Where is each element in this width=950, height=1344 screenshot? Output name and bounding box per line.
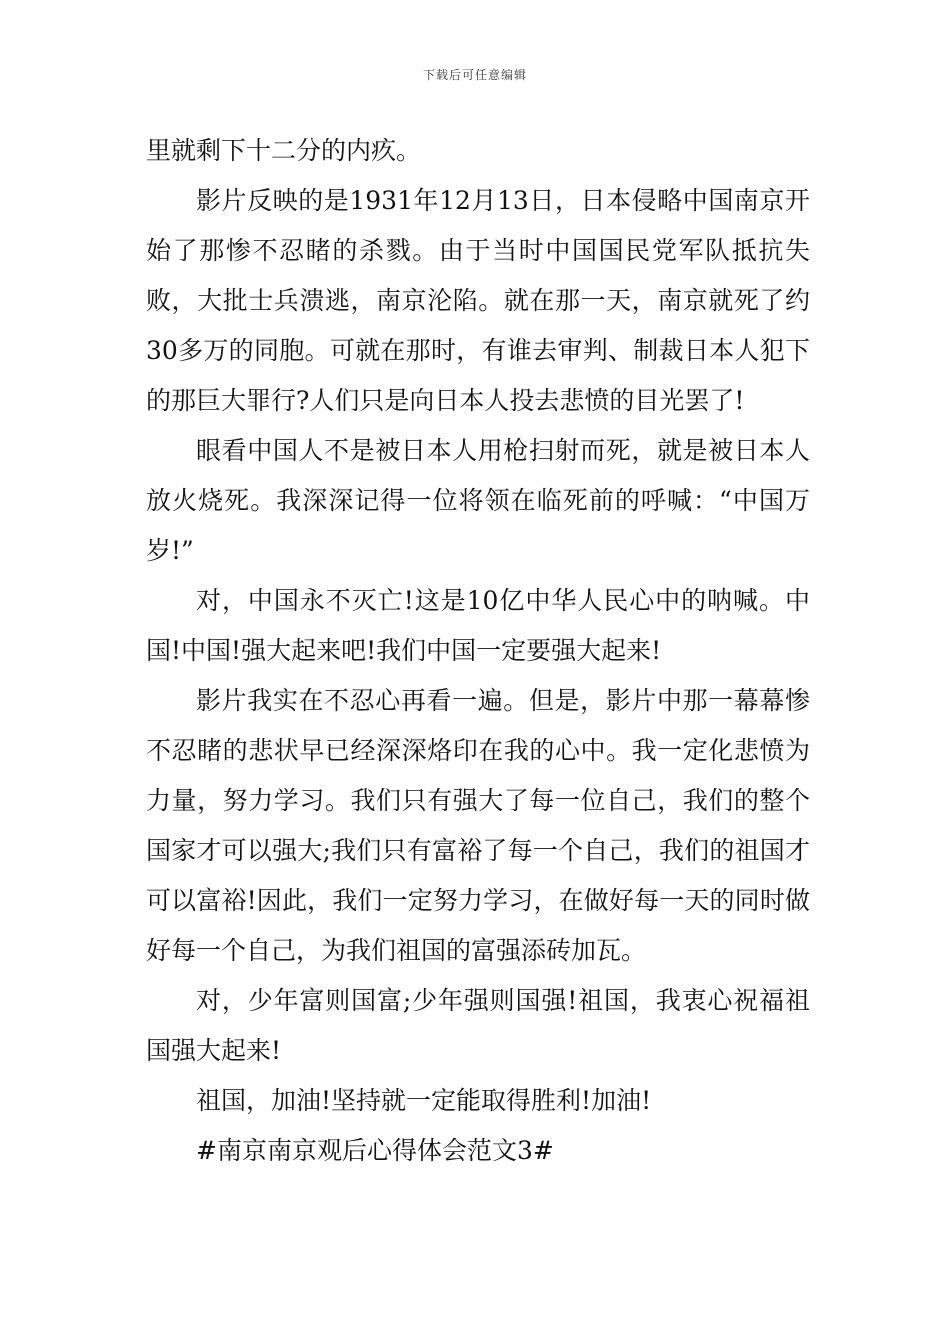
header-note: 下载后可任意编辑 bbox=[422, 68, 527, 82]
paragraph-general-cry: 眼看中国人不是被日本人用枪扫射而死，就是被日本人放火烧死。我深深记得一位将领在临死前的呼喊：“中国万岁!” bbox=[146, 436, 810, 565]
paragraph-cheer: 祖国，加油!坚持就一定能取得胜利!加油! bbox=[196, 1086, 652, 1115]
paragraph-resolve-to-study: 影片我实在不忍心再看一遍。但是，影片中那一幕幕惨不忍睹的悲状早已经深深烙印在我的心中。我一定化悲愤为力量，努力学习。我们只有强大了每一位自己，我们的整个国家才可以强大;我们只有富裕了每一个自己，我们的祖国才可以富裕!因此，我们一定努力学习，在做好每一天的同时做好每一个自己，为我们祖国的富强添砖加瓦。 bbox=[146, 686, 810, 965]
paragraph-film-summary: 影片反映的是1931年12月13日，日本侵略中国南京开始了那惨不忍睹的杀戮。由于当时中国国民党军队抵抗失败，大批士兵溃逃，南京沦陷。就在那一天，南京就死了约30多万的同胞。可就在那时，有谁去审判、制裁日本人犯下的那巨大罪行?人们只是向日本人投去悲愤的目光罢了! bbox=[146, 186, 810, 415]
document-body bbox=[146, 126, 810, 1176]
paragraph-youth-strong: 对，少年富则国富;少年强则国强!祖国，我衷心祝福祖国强大起来! bbox=[146, 986, 810, 1065]
paragraph-continuation: 里就剩下十二分的内疚。 bbox=[146, 136, 422, 165]
section-heading-next-essay: #南京南京观后心得体会范文3# bbox=[196, 1136, 554, 1165]
paragraph-china-never-perish: 对，中国永不灭亡!这是10亿中华人民心中的呐喊。中国!中国!强大起来吧!我们中国一定要强大起来! bbox=[146, 586, 810, 665]
